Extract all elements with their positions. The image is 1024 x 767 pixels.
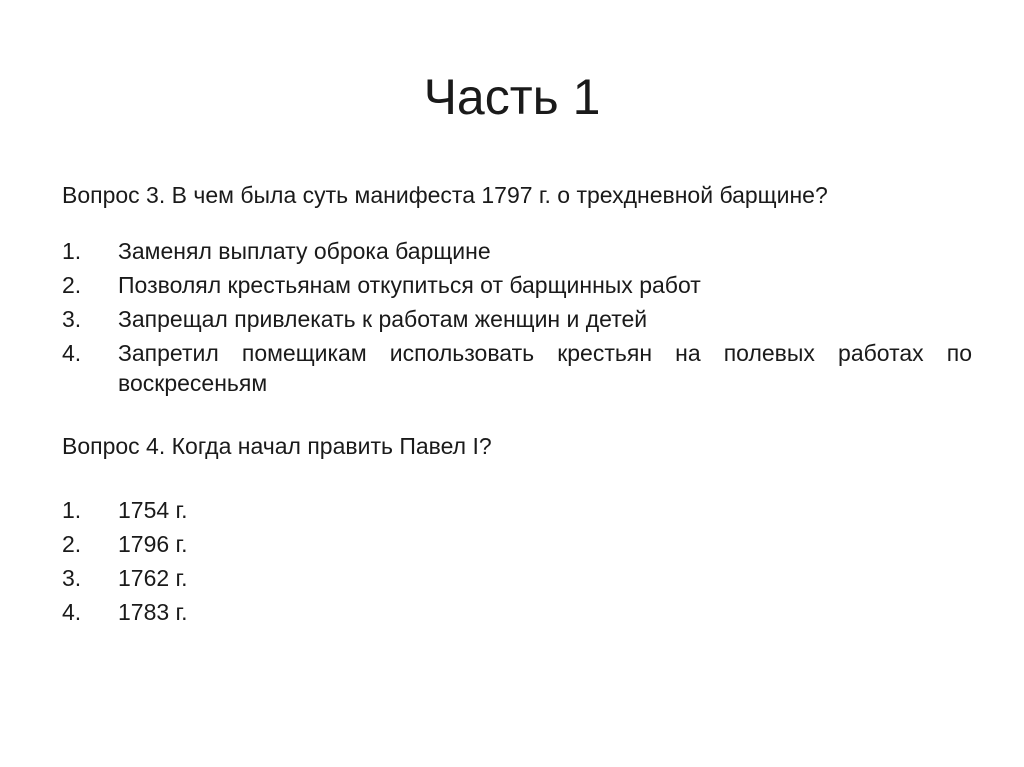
answer-item [62,597,972,627]
slide-content [62,180,972,631]
answer-item [62,563,972,593]
answer-text: 1783 г. [118,599,188,625]
answer-text: Позволял крестьянам откупиться от барщинных работ [118,272,701,298]
question-4-text: Вопрос 4. Когда начал править Павел I? [62,433,492,459]
answer-number: 2. [62,531,82,557]
answer-item [62,529,972,559]
answer-number: 1. [62,238,82,264]
answer-number: 3. [62,565,82,591]
answer-item [62,270,972,300]
answer-number: 1. [62,497,82,523]
answer-text: 1796 г. [118,531,188,557]
answer-item [62,495,972,525]
answer-number: 2. [62,272,82,298]
answer-item [62,236,972,266]
answer-item [62,304,972,334]
slide-title: Часть 1 [423,69,601,125]
question-4-answers [62,495,972,627]
answer-item [62,338,972,398]
answer-text: 1754 г. [118,497,188,523]
answer-text: 1762 г. [118,565,188,591]
answer-text: Заменял выплату оброка барщине [118,238,491,264]
answer-number: 4. [62,340,82,366]
answer-number: 3. [62,306,82,332]
question-3-answers [62,236,972,398]
question-3-text: Вопрос 3. В чем была суть манифеста 1797 г. о трехдневной барщине? [62,182,828,208]
answer-number: 4. [62,599,82,625]
answer-text: Запретил помещикам использовать крестьян на полевых работах по воскресеньям [118,340,972,396]
answer-text: Запрещал привлекать к работам женщин и детей [118,306,648,332]
